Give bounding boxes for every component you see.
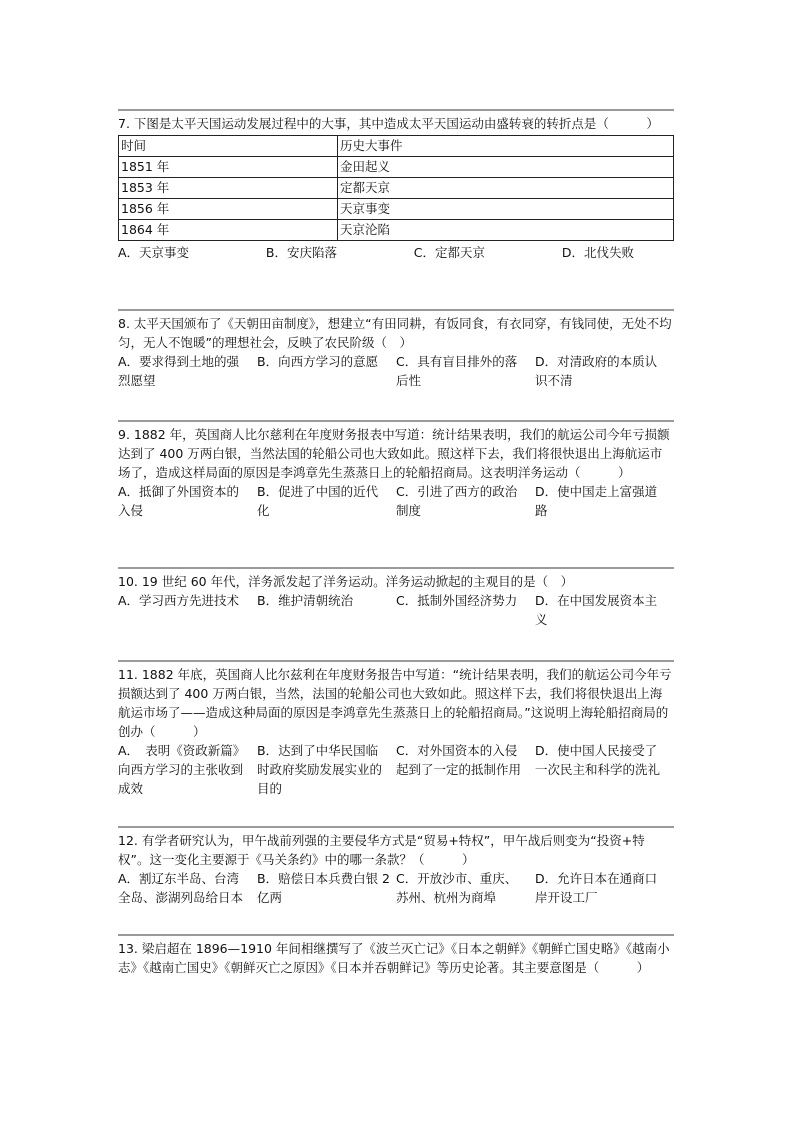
- question-stem: 7. 下图是太平天国运动发展过程中的大事，其中造成太平天国运动由盛转衰的转折点是（ ）: [118, 116, 659, 131]
- table-cell: 1851 年: [119, 157, 338, 178]
- option-d[interactable]: D．对清政府的本质认识不清: [535, 354, 658, 388]
- option-b[interactable]: B．向西方学习的意愿: [257, 354, 379, 369]
- option-a[interactable]: A．抵御了外国资本的入侵: [118, 484, 240, 518]
- table-cell: 1864 年: [119, 220, 338, 241]
- table-header-cell: 历史大事件: [338, 136, 674, 157]
- question-stem: 12. 有学者研究认为，甲午战前列强的主要侵华方式是“贸易+特权”，甲午战后则变为“投资+特权”。这一变化主要源于《马关条约》中的哪一条款？（ ）: [118, 833, 645, 867]
- option-b[interactable]: B．安庆陷落: [265, 245, 337, 260]
- option-b[interactable]: B．赔偿日本兵费白银 2 亿两: [257, 871, 391, 905]
- option-c[interactable]: C．抵制外国经济势力: [396, 593, 518, 608]
- question-stem: 10. 19 世纪 60 年代，洋务派发起了洋务运动。洋务运动掀起的主观目的是（ ）: [118, 574, 574, 589]
- option-b[interactable]: B．维护清朝统治: [257, 593, 354, 608]
- question-12: [118, 831, 674, 907]
- option-c[interactable]: C．定都天京: [413, 245, 486, 260]
- table-row: [119, 199, 674, 220]
- table-cell: 金田起义: [338, 157, 674, 178]
- table-header-row: [119, 136, 674, 157]
- divider: [118, 420, 674, 422]
- option-a[interactable]: A．学习西方先进技术: [118, 593, 240, 608]
- divider: [118, 309, 674, 311]
- table-cell: 天京事变: [338, 199, 674, 220]
- question-stem: 8. 太平天国颁布了《天朝田亩制度》，想建立“有田同耕，有饭同食，有衣同穿，有钱同使，无处不均匀，无人不饱暖”的理想社会，反映了农民阶级（ ）: [118, 316, 672, 350]
- option-d[interactable]: D．使中国走上富强道路: [535, 484, 658, 518]
- options-row: [118, 869, 674, 907]
- table-row: [119, 157, 674, 178]
- divider: [118, 660, 674, 662]
- options-row: [118, 591, 674, 629]
- question-11: [118, 665, 674, 798]
- option-d[interactable]: D．北伐失败: [561, 245, 634, 260]
- question-9: [118, 425, 674, 520]
- question-stem: 9. 1882 年，英国商人比尔慈利在年度财务报表中写道：统计结果表明，我们的航运公司今年亏损额达到了 400 万两白银，当然法国的轮船公司也大致如此。照这样下去，我们将很快退出上海航运市场了，造成这样局面的原因是李鸿章先生蒸蒸日上的轮船招商局。这表明洋务运动（ ）: [118, 427, 670, 480]
- question-stem: 11. 1882 年底，英国商人比尔兹利在年度财务报告中写道：“统计结果表明，我们的航运公司今年亏损额达到了 400 万两白银，当然，法国的轮船公司也大致如此。照这样下去，我们将很快退出上海航运市场了——造成这种局面的原因是李鸿章先生蒸蒸日上的轮船招商局。”这说明上海轮船招商局的创办（ ）: [118, 667, 672, 739]
- table-row: [119, 220, 674, 241]
- divider: [118, 109, 674, 111]
- options-row: [118, 352, 674, 390]
- table-cell: 定都天京: [338, 178, 674, 199]
- option-d[interactable]: D．在中国发展资本主义: [535, 593, 658, 627]
- table-cell: 1856 年: [119, 199, 338, 220]
- option-d[interactable]: D．允许日本在通商口岸开设工厂: [535, 871, 658, 905]
- question-8: [118, 314, 674, 390]
- option-c[interactable]: C．具有盲目排外的落后性: [396, 354, 518, 388]
- events-table: [118, 135, 674, 241]
- table-cell: 1853 年: [119, 178, 338, 199]
- question-stem: 13. 梁启超在 1896—1910 年间相继撰写了《波兰灭亡记》《日本之朝鲜》《朝鲜亡国史略》《越南小志》《越南亡国史》《朝鲜灭亡之原因》《日本并吞朝鲜记》等历史论著。其主要意图是（ ）: [118, 941, 670, 975]
- option-a[interactable]: A． 表明《资政新篇》向西方学习的主张收到成效: [118, 743, 246, 796]
- options-row: [118, 482, 674, 520]
- option-b[interactable]: B．达到了中华民国临时政府奖励发展实业的目的: [257, 743, 383, 796]
- option-c[interactable]: C．引进了西方的政治制度: [396, 484, 518, 518]
- divider: [118, 934, 674, 936]
- options-row: [118, 741, 674, 798]
- divider: [118, 567, 674, 569]
- question-10: [118, 572, 674, 629]
- option-a[interactable]: A．割辽东半岛、台湾全岛、澎湖列岛给日本: [118, 871, 244, 905]
- divider: [118, 826, 674, 828]
- question-7: [118, 114, 674, 262]
- question-13: [118, 939, 674, 977]
- table-header-cell: 时间: [119, 136, 338, 157]
- option-a[interactable]: A．要求得到土地的强烈愿望: [118, 354, 240, 388]
- option-b[interactable]: B．促进了中国的近代化: [257, 484, 379, 518]
- options-row: [118, 243, 674, 262]
- option-c[interactable]: C．开放沙市、重庆、苏州、杭州为商埠: [396, 871, 518, 905]
- option-c[interactable]: C．对外国资本的入侵起到了一定的抵制作用: [396, 743, 522, 777]
- option-d[interactable]: D．使中国人民接受了一次民主和科学的洗礼: [535, 743, 661, 777]
- table-cell: 天京沦陷: [338, 220, 674, 241]
- table-row: [119, 178, 674, 199]
- option-a[interactable]: A．天京事变: [118, 245, 190, 260]
